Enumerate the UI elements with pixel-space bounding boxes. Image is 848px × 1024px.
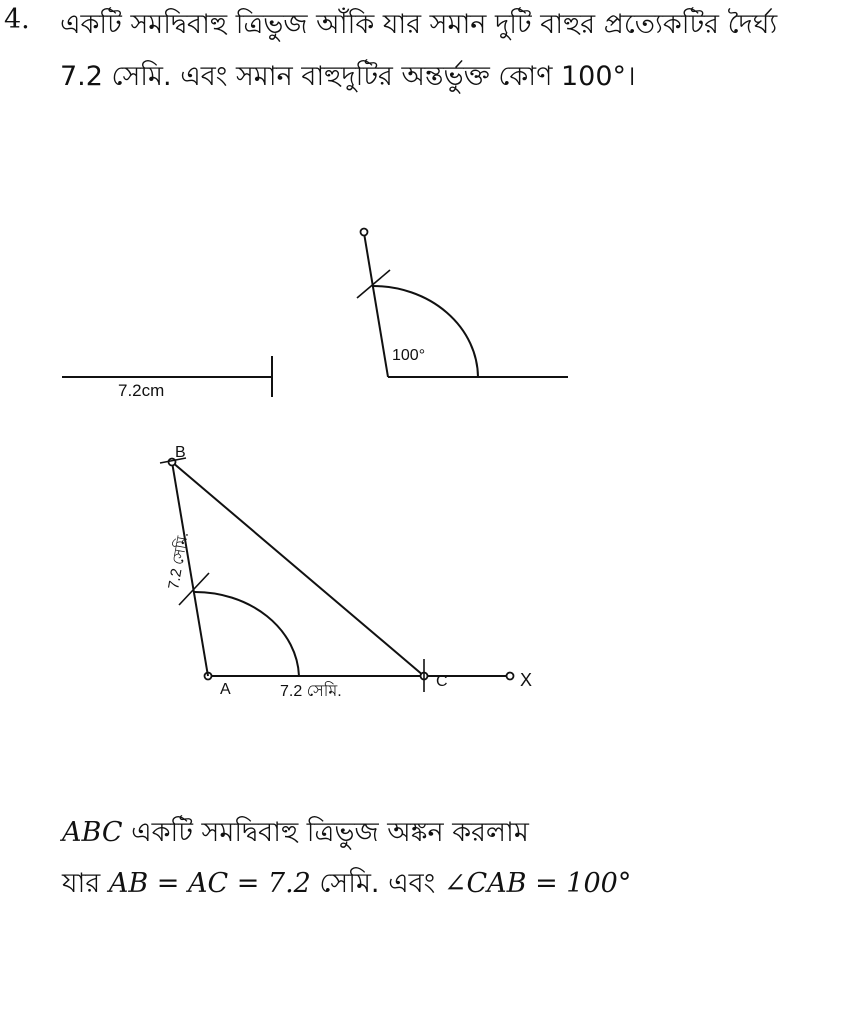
given-angle-label: 100°	[392, 347, 426, 364]
conclusion-line-1	[62, 812, 529, 857]
given-angle	[357, 229, 568, 378]
vertex-c-label: C	[436, 673, 448, 690]
conclusion-prefix: যার	[62, 868, 109, 899]
angle-statement: ∠CAB = 100°	[443, 868, 632, 899]
problem-line-1: একটি সমদ্বিবাহু ত্রিভুজ আঁকি যার সমান দুটি বাহুর প্রত্যেকটির দৈর্ঘ্য	[60, 9, 778, 40]
question-number: 4.	[4, 4, 30, 35]
conclusion-mid: সেমি. এবং	[310, 868, 444, 899]
conclusion-text-1: একটি সমদ্বিবাহু ত্রিভুজ অঙ্কন করলাম	[122, 817, 529, 848]
side-ac-label: 7.2 সেমি.	[280, 683, 342, 700]
side-equality: AB = AC = 7.2	[108, 868, 311, 899]
side-ab-label: 7.2 সেমি.	[165, 530, 192, 591]
triangle-abc	[160, 444, 532, 700]
conclusion-line-2	[62, 863, 631, 908]
vertex-a-label: A	[220, 681, 231, 698]
given-segment-label: 7.2cm	[118, 381, 165, 400]
triangle-name: ABC	[62, 817, 123, 848]
ray-x-label: X	[520, 670, 533, 690]
given-segment	[62, 356, 272, 400]
vertex-b-label: B	[175, 444, 186, 461]
problem-line-2: 7.2 সেমি. এবং সমান বাহুদুটির অন্তর্ভুক্ত কোণ 100°।	[60, 61, 636, 92]
